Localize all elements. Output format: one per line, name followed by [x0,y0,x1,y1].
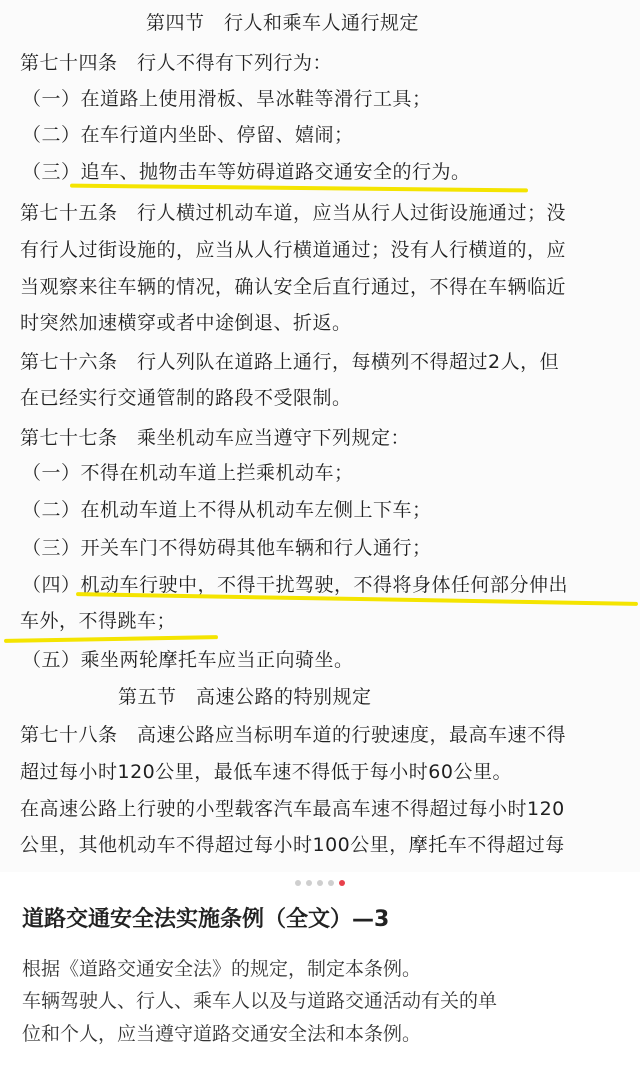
article-76-line-1: 第七十六条 行人列队在道路上通行，每横列不得超过2人，但 [20,351,560,373]
highlight-underline-3 [4,635,218,643]
carousel-indicator[interactable] [0,876,640,890]
article-77-item-1: （一）不得在机动车道上拦乘机动车； [22,462,354,484]
post-title: 道路交通安全法实施条例（全文）—3 [22,907,390,932]
article-78-line-2: 超过每小时120公里，最低车速不得低于每小时60公里。 [20,761,512,783]
article-77-item-2: （二）在机动车道上不得从机动车左侧上下车； [22,499,432,521]
section-title-5: 第五节 高速公路的特别规定 [118,686,372,708]
article-74-item-1: （一）在道路上使用滑板、旱冰鞋等滑行工具； [22,88,432,110]
article-77-item-4: （四）机动车行驶中，不得干扰驾驶，不得将身体任何部分伸出 [22,574,569,596]
article-78-line-4: 公里，其他机动车不得超过每小时100公里，摩托车不得超过每 [20,834,565,856]
post-paragraph-2: 车辆驾驶人、行人、乘车人以及与道路交通活动有关的单 [22,990,498,1012]
article-75-line-2: 有行人过街设施的，应当从人行横道通过；没有人行横道的，应 [20,239,567,261]
article-78-line-3: 在高速公路上行驶的小型载客汽车最高车速不得超过每小时120 [20,798,565,820]
post-paragraph-1: 根据《道路交通安全法》的规定，制定本条例。 [22,958,422,980]
carousel-dot[interactable] [295,880,301,886]
article-75-line-4: 时突然加速横穿或者中途倒退、折返。 [20,312,352,334]
carousel-dot[interactable] [328,880,334,886]
article-76-line-2: 在已经实行交通管制的路段不受限制。 [20,387,352,409]
article-74: 第七十四条 行人不得有下列行为： [20,52,333,74]
post-paragraph-3: 位和个人，应当遵守道路交通安全法和本条例。 [22,1023,422,1045]
article-77: 第七十七条 乘坐机动车应当遵守下列规定： [20,427,411,449]
carousel-dot-active[interactable] [339,880,345,886]
article-78-line-1: 第七十八条 高速公路应当标明车道的行驶速度，最高车速不得 [20,724,567,746]
section-title-4: 第四节 行人和乘车人通行规定 [146,12,420,34]
carousel-dot[interactable] [317,880,323,886]
carousel-dot[interactable] [306,880,312,886]
article-74-item-2: （二）在车行道内坐卧、停留、嬉闹； [22,124,354,146]
article-74-item-3: （三）追车、抛物击车等妨碍道路交通安全的行为。 [22,161,471,183]
article-77-item-5: （五）乘坐两轮摩托车应当正向骑坐。 [22,649,354,671]
article-77-item-4-cont: 车外，不得跳车； [20,610,177,632]
article-77-item-3: （三）开关车门不得妨碍其他车辆和行人通行； [22,537,432,559]
article-75-line-1: 第七十五条 行人横过机动车道，应当从行人过街设施通过；没 [20,202,567,224]
article-75-line-3: 当观察来往车辆的情况，确认安全后直行通过，不得在车辆临近 [20,276,567,298]
